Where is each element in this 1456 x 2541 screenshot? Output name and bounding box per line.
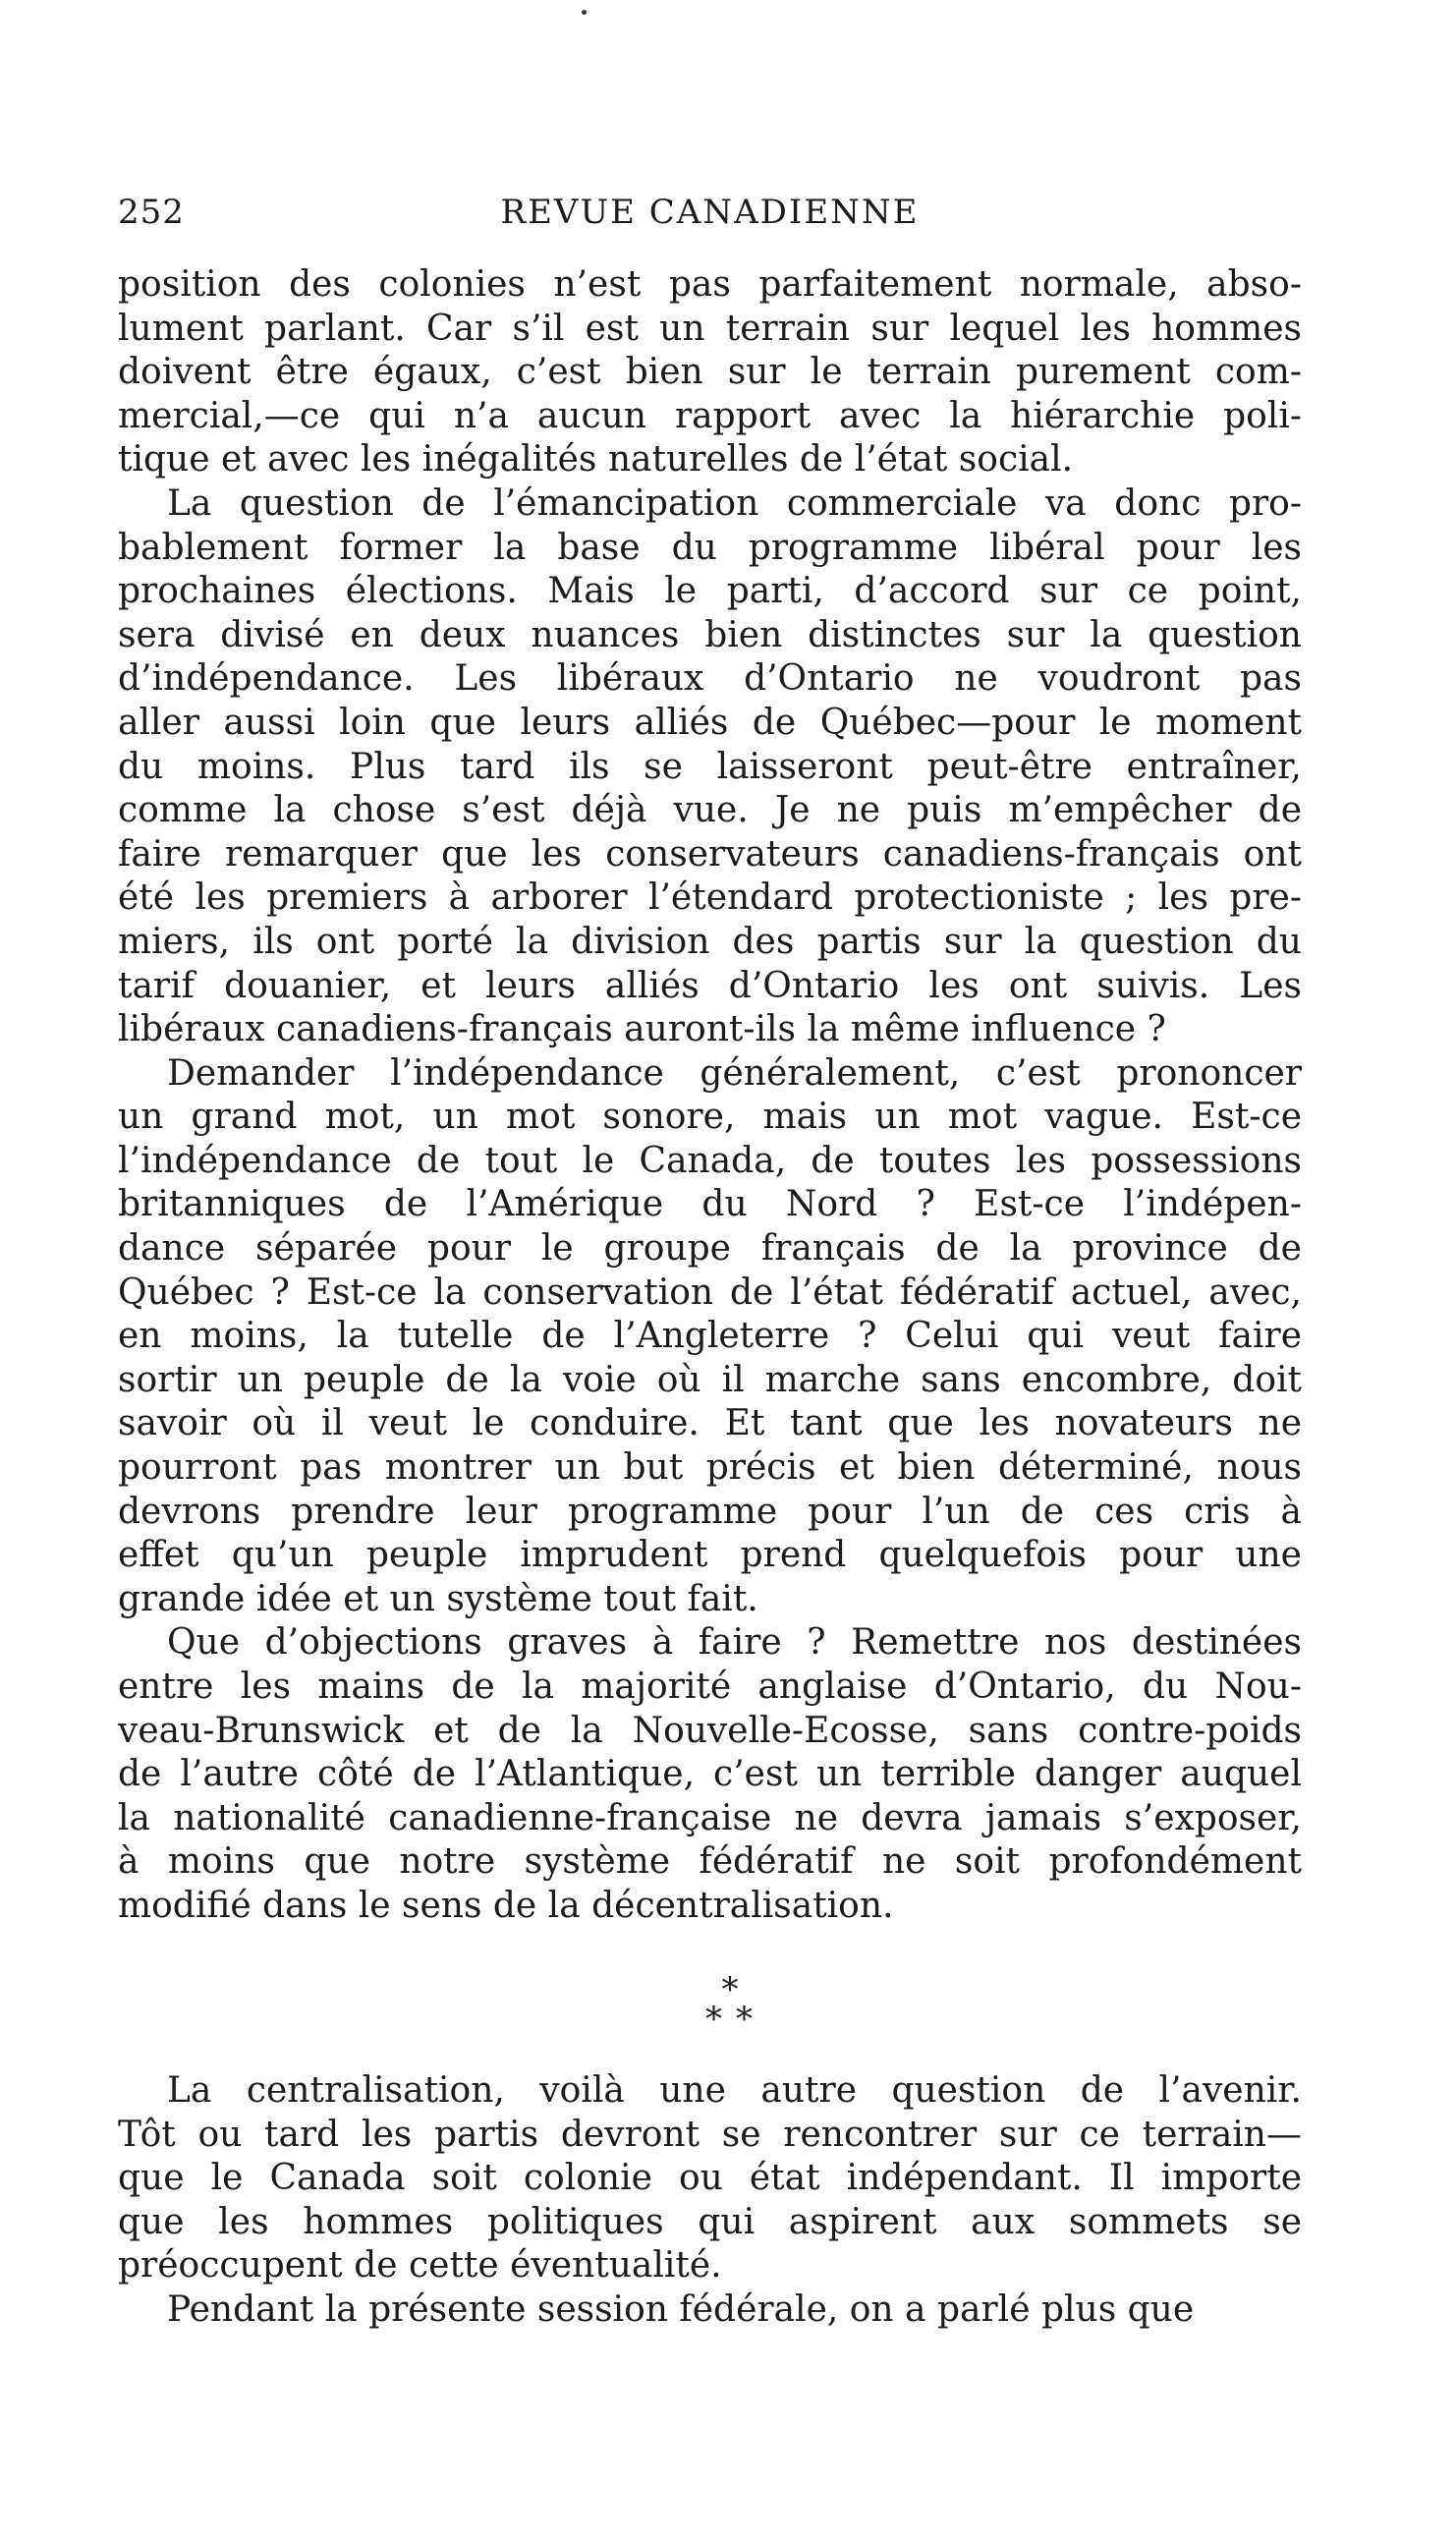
second-section-text bbox=[118, 2069, 1302, 2333]
text-line: Pendant la présente session fédérale, on a parlé plus que bbox=[167, 2288, 1195, 2330]
asterism-bottom: ** bbox=[705, 2000, 766, 2039]
text-line: sera divisé en deux nuances bien distinctes sur la question bbox=[118, 614, 1302, 655]
text-line: comme la chose s’est déjà vue. Je ne puis m’empêcher de bbox=[118, 790, 1302, 831]
paragraph bbox=[118, 1621, 1302, 1928]
text-line: aller aussi loin que leurs alliés de Québec—pour le moment bbox=[118, 702, 1302, 743]
paragraph bbox=[118, 263, 1302, 482]
text-line: un grand mot, un mot sonore, mais un mot vague. Est-ce bbox=[118, 1097, 1302, 1138]
text-line: effet qu’un peuple imprudent prend quelquefois pour une bbox=[118, 1535, 1302, 1576]
page-number: 252 bbox=[118, 193, 185, 232]
text-line: tique et avec les inégalités naturelles de l’état social. bbox=[118, 439, 1074, 480]
text-line: que les hommes politiques qui aspirent aux sommets se bbox=[118, 2201, 1302, 2242]
text-line: savoir où il veut le conduire. Et tant que les novateurs ne bbox=[118, 1403, 1302, 1444]
paragraph bbox=[118, 2288, 1302, 2333]
text-line: du moins. Plus tard ils se laisseront peut-être entraîner, bbox=[118, 746, 1302, 787]
text-line: position des colonies n’est pas parfaitement normale, abso- bbox=[118, 264, 1302, 305]
text-line: lument parlant. Car s’il est un terrain sur lequel les hommes bbox=[118, 308, 1302, 349]
text-line: Demander l’indépendance généralement, c’est prononcer bbox=[167, 1052, 1302, 1094]
text-line: britanniques de l’Amérique du Nord ? Est-ce l’indépen- bbox=[118, 1184, 1302, 1225]
text-line: La question de l’émancipation commerciale va donc pro- bbox=[167, 482, 1302, 524]
text-line: Que d’objections graves à faire ? Remettre nos destinées bbox=[167, 1622, 1302, 1664]
text-line: à moins que notre système fédératif ne soit profondément bbox=[118, 1841, 1302, 1883]
text-line: la nationalité canadienne-française ne devra jamais s’exposer, bbox=[118, 1797, 1302, 1838]
main-text bbox=[118, 263, 1302, 1929]
running-title: REVUE CANADIENNE bbox=[500, 193, 920, 232]
asterism-top: * bbox=[721, 1970, 739, 2009]
speck-mark bbox=[582, 10, 587, 15]
text-line: entre les mains de la majorité anglaise d’Ontario, du Nou- bbox=[118, 1666, 1302, 1707]
text-line: tarif douanier, et leurs alliés d’Ontario les ont suivis. Les bbox=[118, 965, 1302, 1006]
paragraph bbox=[118, 1052, 1302, 1622]
text-line: grande idée et un système tout fait. bbox=[118, 1578, 758, 1619]
section-break-asterism bbox=[0, 1970, 1456, 2039]
text-line: miers, ils ont porté la division des partis sur la question du bbox=[118, 921, 1302, 962]
text-line: mercial,—ce qui n’a aucun rapport avec la hiérarchie poli- bbox=[118, 395, 1302, 436]
text-line: modifié dans le sens de la décentralisation. bbox=[118, 1885, 894, 1926]
text-line: en moins, la tutelle de l’Angleterre ? Celui qui veut faire bbox=[118, 1316, 1302, 1357]
text-line: libéraux canadiens-français auront-ils la même influence ? bbox=[118, 1009, 1166, 1050]
text-line: préoccupent de cette éventualité. bbox=[118, 2245, 722, 2287]
text-line: veau-Brunswick et de la Nouvelle-Ecosse, sans contre-poids bbox=[118, 1710, 1302, 1751]
text-line: été les premiers à arborer l’étendard protectioniste ; les pre- bbox=[118, 877, 1302, 919]
text-line: devrons prendre leur programme pour l’un de ces cris à bbox=[118, 1491, 1302, 1532]
page-header bbox=[118, 193, 1302, 242]
text-line: faire remarquer que les conservateurs canadiens-français ont bbox=[118, 833, 1302, 875]
text-line: dance séparée pour le groupe français de la province de bbox=[118, 1228, 1302, 1270]
text-line: doivent être égaux, c’est bien sur le terrain purement com- bbox=[118, 352, 1302, 393]
paragraph bbox=[118, 2069, 1302, 2288]
text-line: La centralisation, voilà une autre question de l’avenir. bbox=[167, 2070, 1302, 2111]
text-line: l’indépendance de tout le Canada, de toutes les possessions bbox=[118, 1140, 1302, 1181]
text-line: Tôt ou tard les partis devront se rencontrer sur ce terrain— bbox=[118, 2114, 1302, 2155]
text-line: prochaines élections. Mais le parti, d’accord sur ce point, bbox=[118, 571, 1302, 612]
text-line: d’indépendance. Les libéraux d’Ontario ne voudront pas bbox=[118, 658, 1302, 700]
text-line: que le Canada soit colonie ou état indépendant. Il importe bbox=[118, 2158, 1302, 2199]
paragraph bbox=[118, 482, 1302, 1052]
text-line: sortir un peuple de la voie où il marche sans encombre, doit bbox=[118, 1359, 1302, 1400]
text-line: Québec ? Est-ce la conservation de l’état fédératif actuel, avec, bbox=[118, 1271, 1302, 1313]
text-line: de l’autre côté de l’Atlantique, c’est un terrible danger auquel bbox=[118, 1754, 1302, 1795]
text-line: bablement former la base du programme libéral pour les bbox=[118, 527, 1302, 568]
text-line: pourront pas montrer un but précis et bien déterminé, nous bbox=[118, 1447, 1302, 1489]
